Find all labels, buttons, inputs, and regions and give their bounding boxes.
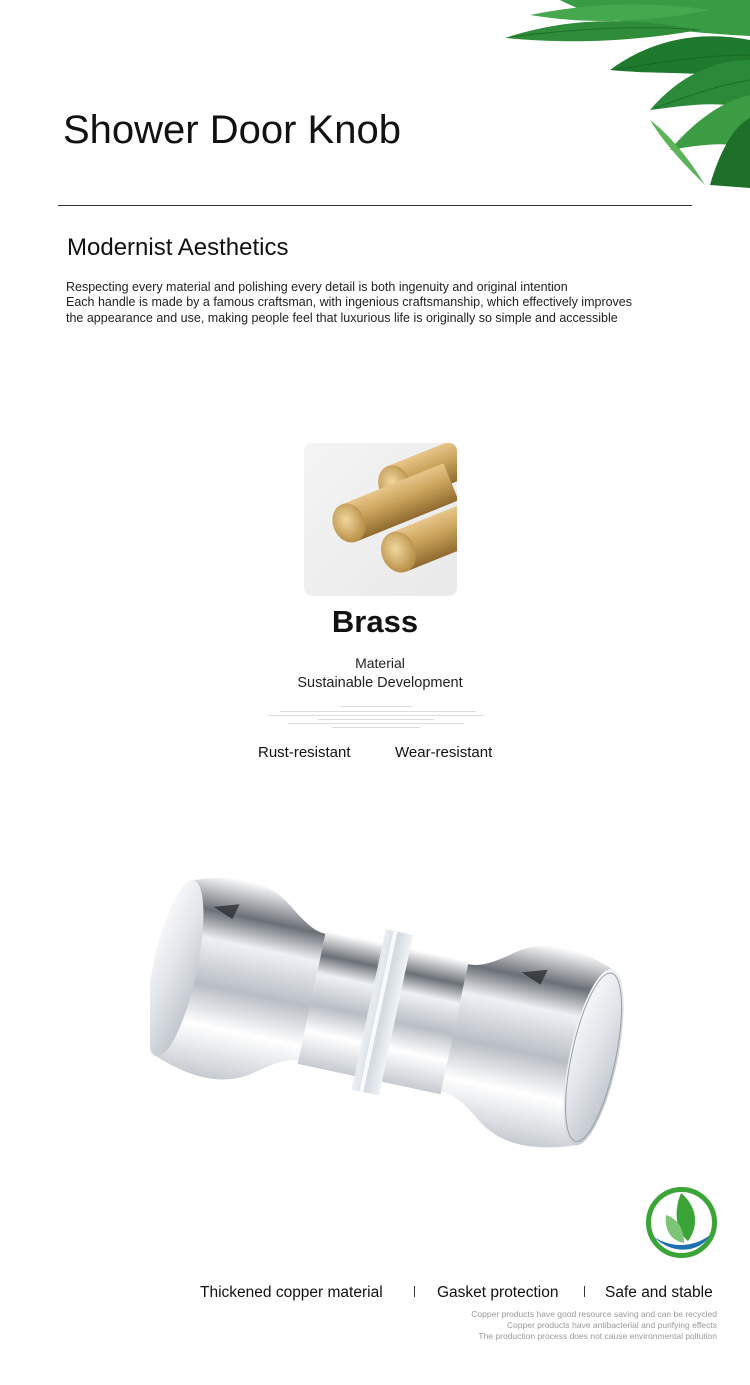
material-name: Brass xyxy=(331,604,419,639)
intro-line: Each handle is made by a famous craftsman, with ingenious craftsmanship, which effectively improves xyxy=(66,295,633,309)
feature-separator xyxy=(414,1286,415,1297)
property-wear-resistant: Wear-resistant xyxy=(395,744,493,761)
section-subtitle: Modernist Aesthetics xyxy=(67,234,289,261)
sustainability-caption: Sustainable Development xyxy=(297,675,463,691)
feature-note: Copper products have good resource saving and can be recycled xyxy=(471,1309,717,1319)
feature-thickened-copper: Thickened copper material xyxy=(200,1284,383,1301)
intro-line: Respecting every material and polishing every detail is both ingenuity and original intention xyxy=(66,280,568,294)
intro-line: the appearance and use, making people feel that luxurious life is originally so simple and accessible xyxy=(66,311,618,325)
feature-safe-stable: Safe and stable xyxy=(605,1284,713,1301)
feature-note: Copper products have antibacterial and purifying effects xyxy=(506,1320,717,1330)
feature-separator xyxy=(584,1286,585,1297)
header-divider xyxy=(58,205,692,206)
palm-leaves-decoration xyxy=(500,0,750,190)
brass-rods-image xyxy=(304,443,457,596)
material-caption: Material xyxy=(355,655,405,671)
feature-gasket-protection: Gasket protection xyxy=(437,1284,559,1301)
eco-leaf-icon xyxy=(644,1185,719,1260)
page-title: Shower Door Knob xyxy=(63,108,401,152)
fine-print-decoration xyxy=(268,704,484,730)
feature-note: The production process does not cause environmental pollution xyxy=(478,1331,717,1341)
property-rust-resistant: Rust-resistant xyxy=(258,744,351,761)
chrome-knob-image xyxy=(150,855,640,1175)
